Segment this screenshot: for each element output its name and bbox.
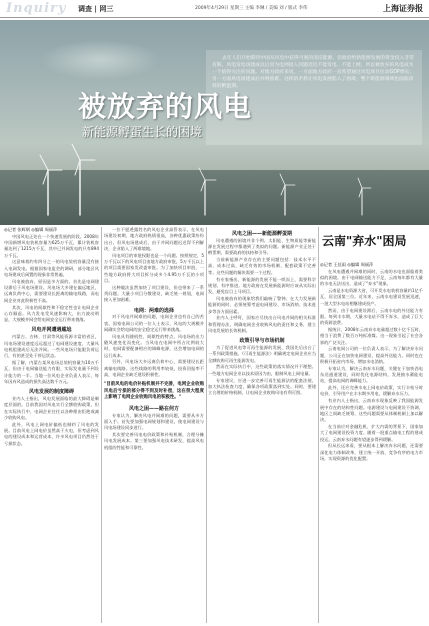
page-header (0, 0, 429, 18)
paragraph: 有专家指出，新能源的发展不能一哄而上，需要科学规划、有序推进。地方政府在发展新能源时应该从实际出发，避免盲目上马项目。 (208, 276, 316, 295)
paragraph: 这种做法虽然加快了项目建设，但也带来了一系列问题。大量小项目分散建设，缺乏统一规划，电网接入更加困难。 (104, 284, 204, 303)
column-divider (206, 227, 207, 623)
feature-intro: 去年人们开始期待中国从风电中获得可观的清洁能源。但政府给新能源发展的资金投入非常有限，风电发电场建成以后因为电网接入问题迟迟不能发电、不能上网，所以被放弃的风电成为一个值得关注的问题。对地方政府来说，一方面地方政府一直希望通过风电项目拉动GDP增长；另一方面风电场建成后并网困难。这样的矛盾让风电发展陷入了困境，整个新能源领域也面临同样的孵蛋期。 (212, 56, 415, 89)
paragraph: 然而在实际执行中，这些政策的落实情况并不理想。一些地方电网企业以技术原因为由，限制风电上网电量。 (208, 364, 316, 376)
paragraph: 有业内人士指出，云南弃水现象反映了我国能源发展中存在的结构性问题。电源建设与电网建设不协调，地区之间缺乏统筹，这些问题需要从体制机制上加以解决。 (320, 398, 423, 423)
paragraph: 专家认为，解决云南弃水问题，关键在于加快西电东送通道建设，同时优化电源结构，发展抽水蓄能电站，提高电网的调峰能力。 (320, 365, 423, 384)
paragraph: 云南电网公司的一位负责人表示，为了解决弃水问题，公司正在加快电网建设，提高外送能力。同时也在积极开拓省内市场，增加水电消纳。 (320, 346, 423, 364)
paragraph: 专家认为，解决风电并网难的问题，需要从多方面入手。首先要加强电网规划和建设，使电网建设与风电场建设同步进行。 (104, 412, 204, 431)
paragraph: 风电被放弃的现象给我们敲响了警钟。在大力发展新能源的同时，必须统筹考虑电网建设、市场消纳、技术进步等各方面因素。 (208, 295, 316, 314)
paragraph: 此外，还应完善水电上网电价政策，实行丰枯分时电价，引导用户在丰水期多用电，缓解弃水压力。 (320, 385, 423, 397)
paragraph: 据了解，内蒙古某风电场总装机容量为10万千瓦，但由于电网输送能力有限，实际发电量不到设计能力的一半。当地一位风电企业负责人表示，每年因弃风造成的损失高达数千万元。 (4, 359, 99, 384)
section-subhead: 电网：两难的选择 (133, 307, 174, 314)
article-column-3 (208, 227, 316, 397)
section-name: 调查 | 网三 (78, 5, 114, 13)
paragraph: 当前新能源产业存在的主要问题包括：技术水平不高、成本过高、缺乏有效的市场机制、配套政策不完善等。这些问题的解决需要一个过程。 (208, 257, 316, 275)
paragraph: 专家建议，应进一步完善可再生能源法的配套法规，加大执法检查力度，确保各项政策落到实处。同时，要建立合理的价格机制，让电网企业收购风电有利可图。 (208, 377, 316, 396)
paragraph: 内蒙古、吉林、甘肃等风能资源丰富的省区，风电场建设速度远远超过了电网建设速度，大量风电机组建成后无法并网。一些风电场只能限负荷运行，有的甚至处于停运状态。 (4, 334, 99, 359)
pull-quote: "目前风电的电价补贴机制并不完善，电网企业收购风电后亏损的部分得不到及时补偿，这在很大程度上影响了电网企业收购风电的积极性。" (104, 382, 204, 401)
paragraph: 风电具有随机性、间歇性的特点，风电场的出力随风速变化而变化。当风电在电网中所占比例较大时，电网需要配备相应的调峰电源，这会增加电网的运行成本。 (104, 333, 204, 358)
paragraph: 风电项目的审批权限也是一个问题。按照规定，5万千瓦以下的风电项目由地方政府审批，5万千瓦以上的项目需要国家发改委审批。为了加快项目审批，一些地方政府将大项目拆分成多个4.95万千瓦的小项目。 (104, 252, 204, 283)
issue-meta: 2009年4月29日 星期三 主编 李琳 / 美编 刘 / 版式 李伟 (195, 6, 308, 11)
feature-subheadline: 新能源孵蛋生长的困境 (82, 125, 203, 139)
newspaper-logo: 上海证券报 (383, 3, 423, 13)
paragraph: 业内人士指出，风电发展面临的最大障碍是制度层面的。目前我国对风电实行全额收购政策，但在实际执行中，电网企业往往以各种理由拒绝或减少收购风电。 (4, 395, 99, 420)
section-subhead: 风电之困——新能源孵蛋期 (231, 231, 292, 237)
feature-headline: 被放弃的风电 (78, 90, 253, 123)
paragraph: 其次要完善风电电价政策和补贴机制，合理分摊风电发展成本。第三要加强风电技术研发，提高风电机组的性能和可靠性。 (104, 432, 204, 450)
paragraph: 为了促进风电等可再生能源的发展，我国先后出台了一系列政策措施。《可再生能源法》明确规定电网企业应当全额收购可再生能源发电。 (208, 345, 316, 363)
section-word: Inquiry (6, 1, 67, 16)
paragraph: 但从长远来看，要从根本上解决弃水问题，还需要深化电力体制改革，建立统一开放、竞争有序的电力市场，实现资源的优化配置。 (320, 443, 423, 461)
paragraph: 中国风电正处在一个快速发展的阶段。2008年中国新增风电装机容量为625万千瓦，累计装机容量达到了1215万千瓦，其中已并网发电的只有894万千瓦。 (4, 233, 99, 258)
paragraph: 这意味着约有四分之一的风电装机容量没有接入电网发电。根据国家电监会的调研，部分地区风电场建成后闲置的现象非常普遍。 (4, 259, 99, 278)
column-divider (101, 227, 102, 623)
paragraph: 一位不愿透露姓名的风电企业高管表示，在风电场建设初期，地方政府热情很高，各种优惠政策纷纷出台。但风电场建成后，由于并网问题迟迟得不到解决，企业陷入了两难境地。 (104, 227, 204, 251)
paragraph: 其次，风电的间歇性和不稳定性也让电网企业心存顾虑。风力发电受风速影响大，出力波动明显，大规模并网会给电网安全运行带来挑战。 (4, 304, 99, 323)
paragraph: 据统计，2008年云南弃水电量超过数十亿千瓦时，相当于浪费了数百万吨标准煤。这一现象引起了社会各界的广泛关注。 (320, 326, 423, 345)
paragraph: 在当前应对金融危机、扩大内需的背景下，国家加大了电网建设投资力度。随着一批重点输电工程的建成投运，云南弃水问题有望逐步得到缓解。 (320, 423, 423, 442)
sidebar-headline: 云南"弃水"困局 (322, 234, 407, 248)
paragraph: 业内人士呼吁，国家应尽快出台风电并网的相关标准和管理办法，明确电网企业收购风电的责任和义务，建立风电发展的长效机制。 (208, 315, 316, 333)
section-subhead: 政策引导与市场机制 (239, 338, 285, 345)
section-subhead: 风电之困——路在何方 (128, 405, 179, 412)
paragraph: 对于风电并网难的问题，电网企业也有自己的苦衷。国家电网公司的一位人士表示，风电的大规模并网确实会给电网的安全稳定运行带来挑战。 (104, 314, 204, 332)
paragraph: 风电遭遇的困境并非个例。太阳能、生物质能等新能源在发展过程中都遇到了类似的问题。新能源产业正处于孵蛋期，需要政府的扶持和引导。 (208, 237, 316, 256)
article-column-4 (320, 262, 423, 463)
section-subhead: 风电并网遭遇尴尬 (31, 327, 72, 334)
paragraph: 风电被放弃，原因是多方面的。首先是电网建设滞后于风电场建设。风电场大多建在偏远地区，远离负荷中心，需要建设长距离的输电线路，而电网企业对此积极性不高。 (4, 278, 99, 303)
article-column-1 (4, 227, 99, 447)
article-column-2 (104, 227, 204, 451)
column-divider (318, 227, 319, 623)
paragraph: 云南是水电资源大省，可开发水电装机容量约1亿千瓦，居全国第三位。近年来，云南水电建设发展迅速，一批大型水电站相继建成投产。 (320, 288, 423, 306)
paragraph: 在风电遭遇并网难的同时，云南的水电也面临着类似的困境。由于电网输送能力不足，云南每年都有大量的水电无法送出，造成了"弃水"现象。 (320, 268, 423, 287)
byline: ◎记者 王佳雨 ◎编辑 周丽萍 (320, 262, 374, 267)
byline: ◎记者 张辉炳 ◎编辑 周丽萍 (4, 227, 58, 232)
paragraph: 此外，风电上网电价偏低也制约了风电的发展。目前风电上网电价虽然高于火电，但考虑到风电的建设成本和运营成本，许多风电项目仍然处于亏损状态。 (4, 421, 99, 446)
paragraph: 另外，风电场大多远离负荷中心，需要建设长距离输电线路。这些线路的利用率较低，投资回报率不高，电网企业缺乏建设积极性。 (104, 359, 204, 378)
section-subhead: 风电发展的制度障碍 (28, 389, 74, 396)
paragraph: 然而，由于电网建设滞后，云南水电的外送能力有限。每到丰水期，大量水电站不得不弃水，造成了巨大的资源浪费。 (320, 307, 423, 326)
